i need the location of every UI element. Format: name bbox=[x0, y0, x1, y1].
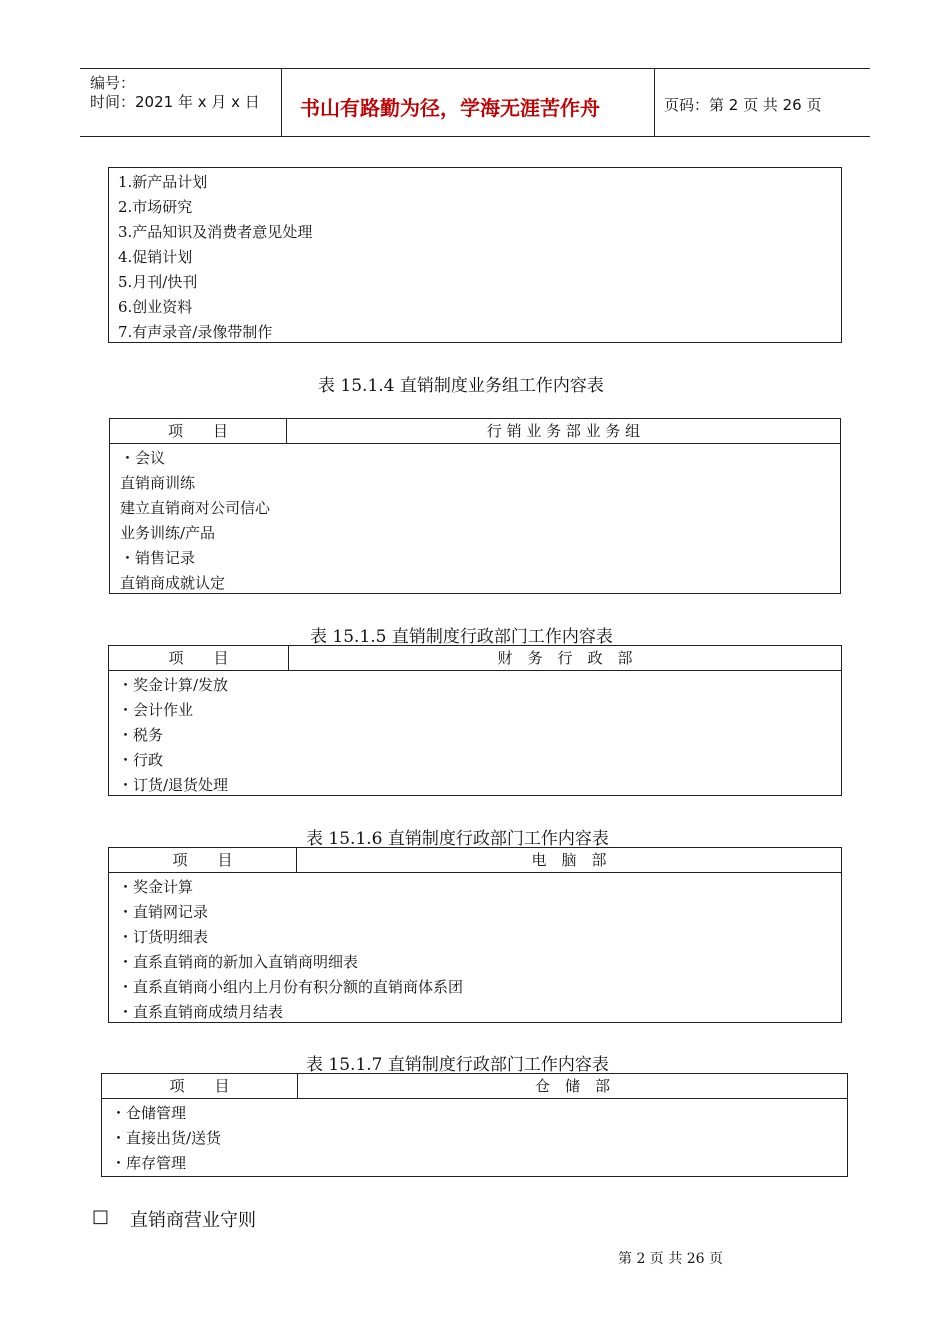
list-box bbox=[108, 167, 842, 343]
checkbox-icon: □ bbox=[92, 1206, 110, 1227]
table-5-item: ・行政 bbox=[118, 751, 164, 769]
table-7-item: ・库存管理 bbox=[111, 1154, 187, 1172]
table-7-item: ・直接出货/送货 bbox=[111, 1129, 222, 1147]
table-4-item: ・销售记录 bbox=[120, 549, 196, 567]
table-6-header-rule bbox=[108, 872, 842, 873]
table-5-item: ・奖金计算/发放 bbox=[118, 676, 229, 694]
table-6-item: ・奖金计算 bbox=[118, 878, 194, 896]
table-6-col1-header: 项 目 bbox=[172, 851, 233, 869]
header-bottom-rule bbox=[80, 136, 870, 137]
table-7-item: ・仓储管理 bbox=[111, 1104, 187, 1122]
table-4-col2-header: 行 销 业 务 部 业 务 组 bbox=[486, 422, 641, 440]
header-top-rule bbox=[80, 68, 870, 69]
table-6-item: ・直系直销商小组内上月份有积分额的直销商体系团 bbox=[118, 978, 464, 996]
header-motto: 书山有路勤为径，学海无涯苦作舟 bbox=[300, 96, 600, 120]
table-4-item: 建立直销商对公司信心 bbox=[120, 499, 271, 517]
table-6-col2-header: 电 脑 部 bbox=[531, 851, 607, 869]
table-4-col1-header: 项 目 bbox=[167, 422, 228, 440]
table-6-item: ・直系直销商的新加入直销商明细表 bbox=[118, 953, 359, 971]
table-6-item: ・直销网记录 bbox=[118, 903, 209, 921]
list-item: 1.新产品计划 bbox=[118, 173, 208, 191]
table-4-caption: 表 15.1.4 直销制度业务组工作内容表 bbox=[318, 376, 604, 396]
table-5-col2-header: 财 务 行 政 部 bbox=[497, 649, 633, 667]
table-5-item: ・订货/退货处理 bbox=[118, 776, 229, 794]
table-4-item: 直销商训练 bbox=[120, 474, 196, 492]
table-4-item: ・会议 bbox=[120, 449, 166, 467]
header-page-label: 页码：第 2 页 共 26 页 bbox=[664, 96, 822, 114]
list-item: 3.产品知识及消费者意见处理 bbox=[118, 223, 313, 241]
table-7-col2-header: 仓 储 部 bbox=[534, 1077, 610, 1095]
table-6-item: ・订货明细表 bbox=[118, 928, 209, 946]
table-5-item: ・税务 bbox=[118, 726, 164, 744]
list-item: 5.月刊/快刊 bbox=[118, 273, 198, 291]
header-code-label: 编号： bbox=[90, 74, 136, 92]
list-item: 7.有声录音/录像带制作 bbox=[118, 323, 273, 341]
header-divider-left bbox=[281, 68, 282, 136]
table-4-item: 业务训练/产品 bbox=[120, 524, 216, 542]
table-4-item: 直销商成就认定 bbox=[120, 574, 226, 592]
list-item: 6.创业资料 bbox=[118, 298, 193, 316]
table-7-header-rule bbox=[101, 1098, 848, 1099]
table-4-header-rule bbox=[109, 443, 841, 444]
header-divider-right bbox=[654, 68, 655, 136]
table-5-col1-header: 项 目 bbox=[168, 649, 229, 667]
table-5-item: ・会计作业 bbox=[118, 701, 194, 719]
table-5-caption: 表 15.1.5 直销制度行政部门工作内容表 bbox=[310, 627, 613, 647]
list-item: 4.促销计划 bbox=[118, 248, 193, 266]
list-item: 2.市场研究 bbox=[118, 198, 193, 216]
footer-page-number: 第 2 页 共 26 页 bbox=[618, 1251, 723, 1267]
table-6-caption: 表 15.1.6 直销制度行政部门工作内容表 bbox=[306, 829, 609, 849]
table-7-col1-header: 项 目 bbox=[169, 1077, 230, 1095]
header-time-label: 时间：2021 年 x 月 x 日 bbox=[90, 93, 260, 111]
table-5-header-rule bbox=[108, 670, 842, 671]
table-7-caption: 表 15.1.7 直销制度行政部门工作内容表 bbox=[306, 1055, 609, 1075]
section-title: 直销商营业守则 bbox=[130, 1210, 256, 1231]
table-6-item: ・直系直销商成绩月结表 bbox=[118, 1003, 284, 1021]
